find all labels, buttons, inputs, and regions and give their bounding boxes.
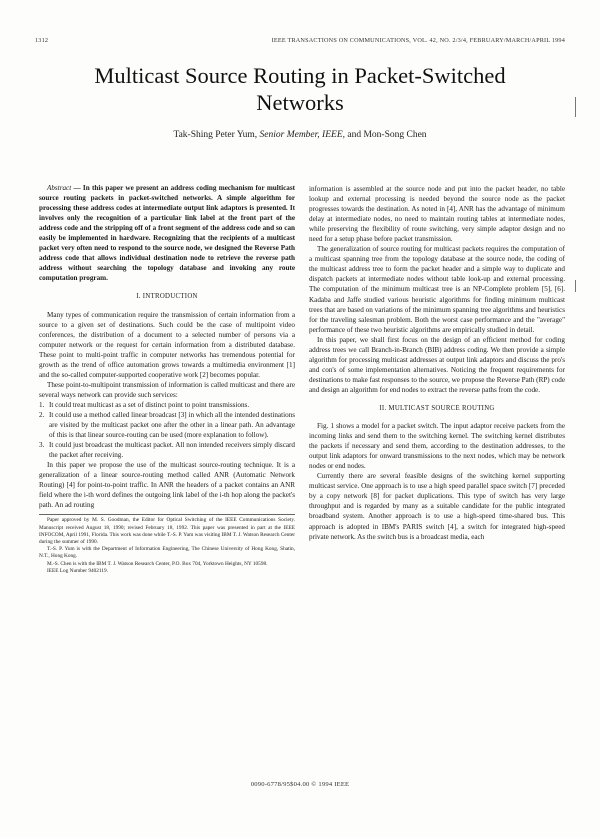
abstract (39, 183, 295, 283)
section-heading-multicast-source-routing: II. MULTICAST SOURCE ROUTING (379, 404, 495, 412)
scan-mark (575, 97, 576, 117)
paragraph: In this paper, we shall first focus on the design of an efficient method for coding address trees we call Branch-in-Branch (BIB) address coding. We then provide a simple algorithm for processing multicast addresses at output link adaptors and discuss the pro's and con's of some implementation alternatives. Noticing the frequent requirements for destinations to make fast responses to the source, we propose the Reverse Path (RP) code and design an algorithm for end nodes to extract the reverse paths from the code. (309, 335, 565, 394)
paragraph: Currently there are several feasible designs of the switching kernel supporting multicast service. One approach is to use a high speed parallel space switch [7] preceded by a copy network [8] for packet duplications. This type of switch has very large throughput and is regarded by many as a suitable candidate for the public integrated broadband system. Another approach is to use a high-speed time-shared bus. This approach is adopted in IBM's PARIS switch [4], a switch for integrated high-speed private network. As the switch bus is a broadcast media, each (309, 472, 565, 541)
paragraph: Fig. 1 shows a model for a packet switch. The input adaptor receive packets from the incoming links and send them to the switching kernel. The switching kernel distributes the packets if necessary and send them, according to the destination addresses, to the output link adaptors for onward transmissions to the next nodes, which may be network nodes or end nodes. (309, 422, 565, 471)
footnote: Paper approved by M. S. Goodman, the Editor for Optical Switching of the IEEE Communications Society. Manuscript received August 18, 1990; revised February 18, 1992. This paper was presented in part at the IEEE INFOCOM, April 1991, Florida. This work was done while T.-S. P. Yum was visiting IBM T. J. Watson Research Center during the summer of 1990. (39, 517, 295, 546)
left-column (39, 183, 295, 575)
list-number: 2. (39, 410, 45, 419)
author-2: and Mon-Song Chen (347, 130, 427, 140)
running-header (35, 37, 565, 44)
paragraph: information is assembled at the source node and put into the packet header, no table lookup and external processing is needed beyond the source node as the packet progresses towards the destination. As noted in [4], ANR has the advantage of minimum delay at intermediate nodes, no need to maintain routing tables at intermediate nodes, while preserving the flexibility of route switching, very simple adaptor design and no need for a setup phase before packet transmission. (309, 185, 565, 244)
list-text: It could use a method called linear broadcast [3] in which all the intended destinations are visited by the multicast packet one after the other in a linear path. An advantage of this is that linear source-routing can be used (more explanation to follow). (49, 410, 295, 440)
footnote: IEEE Log Number 9402119. (47, 567, 108, 574)
author-line (40, 130, 560, 140)
journal-name: IEEE TRANSACTIONS ON COMMUNICATIONS, VOL. 42, NO. 2/3/4, FEBRUARY/MARCH/APRIL 1994 (271, 37, 565, 44)
paragraph: The generalization of source routing for multicast packets requires the computation of a multicast spanning tree from the topology database at the source node, the coding of the multicast address tree to form the packet header and a simple way to duplicate and dispatch packets at intermediate nodes without table look-up and external processing. The computation of the minimum multicast tree is an NP-Complete problem [5], [6]. Kadaba and Jaffe studied various heuristic algorithms for finding minimum multicast trees that are based on variations of the minimum spanning tree algorithms and heuristics for the traveling salesman problem. Both the worst case performance and the "average" performance of these two heuristic algorithms are empirically studied in detail. (309, 245, 565, 334)
title-line-1: Multicast Source Routing in Packet-Switched (94, 63, 506, 88)
footnotes (39, 514, 295, 575)
list-item (39, 400, 295, 410)
paragraph: In this paper we propose the use of the multicast source-routing technique. It is a generalization of a linear source-routing method called ANR (Automatic Network Routing) [4] for point-to-point traffic. In ANR the headers of a packet contains an ANR field where the i-th word defines the outgoing link label of the i-th hop along the packet's path. An ad routing (39, 461, 295, 510)
abstract-text: — In this paper we present an address coding mechanism for multicast source routing packets in packet-switched networks. A simple algorithm for processing these address codes at intermediate output link adaptors is presented. It involves only the recognition of a particular link label at the front part of the address code and the stripping off of a front segment of the address code and so can easily be implemented in hardware. Recognizing that the recipients of a multicast packet very often need to respond to the source node, we designed the Reverse Path address code that allows individual destination node to retrieve the reverse path address without searching the topology database and invoking any route computation program. (39, 184, 295, 283)
footnote: M.-S. Chen is with the IBM T. J. Watson Research Center, P.O. Box 704, Yorktown Heights, NY 10598. (47, 560, 268, 567)
page-number: 1312 (35, 37, 49, 44)
list-text: It could treat multicast as a set of distinct point to point transmissions. (49, 400, 250, 409)
list-text: It could just broadcast the multicast packet. All non intended receivers simply discard the packet after receiving. (49, 441, 295, 460)
paragraph: Many types of communication require the transmission of certain information from a source to a given set of destinations. Such could be the case of multipoint video conferences, the distribution of a document to a selected number of persons via a computer network or the request for certain information from a distributed database. These point to multi-point traffic in computer networks has tremendous potential for growth as the trend of office automation grows towards a multimedia environment [1] and the so-called computer-supported cooperative work [2] becomes popular. (39, 310, 295, 379)
paragraph: These point-to-multipoint transmission of information is called multicast and there are several ways network can provide such services: (39, 380, 295, 399)
list-number: 1. (39, 400, 45, 409)
author-1-role: Senior Member, IEEE, (259, 130, 345, 140)
scan-mark (575, 280, 576, 292)
author-1: Tak-Shing Peter Yum, (173, 130, 258, 140)
list-item (39, 410, 295, 440)
list-item (39, 440, 295, 460)
abstract-label: Abstract (47, 184, 72, 192)
list-number: 3. (39, 441, 45, 450)
footnote: T.-S. P. Yum is with the Department of Information Engineering, The Chinese University of Hong Kong, Shatin, N.T., Hong Kong. (39, 546, 295, 560)
section-heading-introduction: I. INTRODUCTION (136, 293, 198, 301)
title-line-2: Networks (256, 90, 344, 115)
copyright-line: 0090-6778/95$04.00 © 1994 IEEE (250, 781, 350, 788)
right-column (309, 184, 565, 542)
paper-title (40, 62, 560, 116)
